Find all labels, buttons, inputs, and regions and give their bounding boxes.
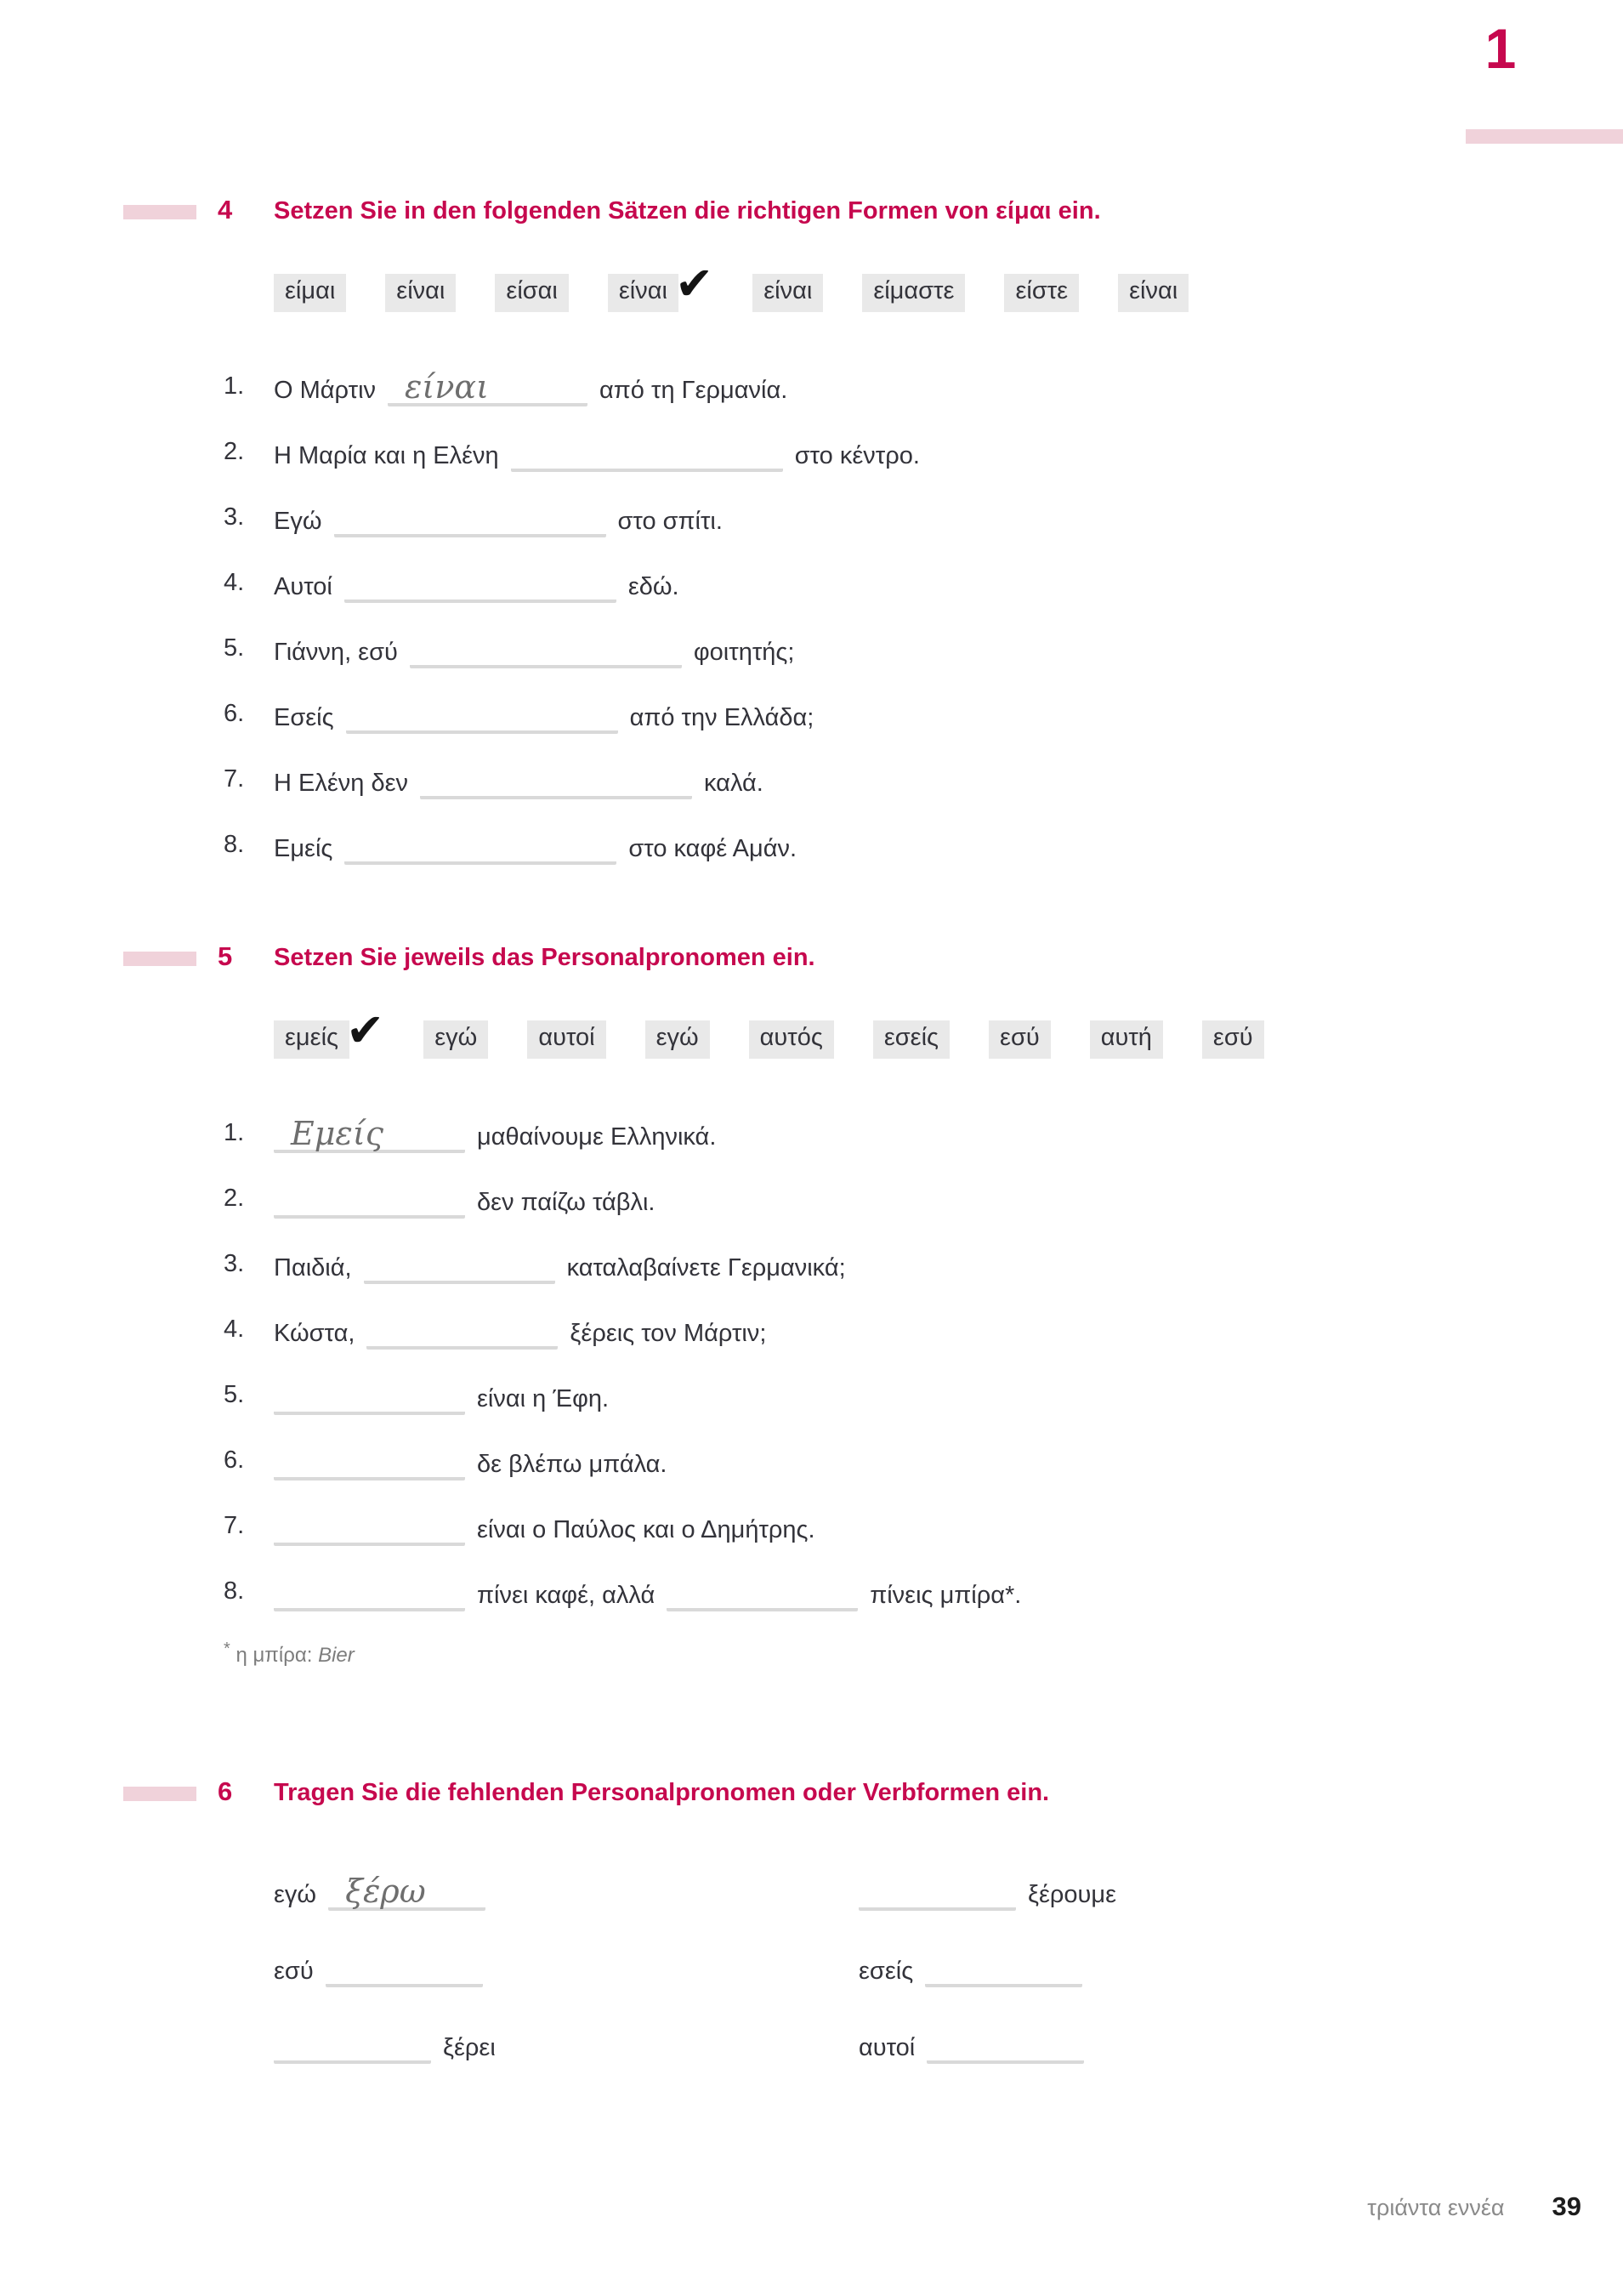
answer-blank[interactable] bbox=[667, 1577, 858, 1611]
item-number: 2. bbox=[224, 438, 245, 465]
answer-blank[interactable] bbox=[344, 831, 616, 865]
item-body bbox=[274, 1115, 1623, 1153]
answer-blank[interactable] bbox=[927, 2030, 1084, 2064]
item-text: Αυτοί bbox=[274, 573, 332, 600]
item-text: μαθαίνουμε Ελληνικά. bbox=[477, 1123, 717, 1151]
item-text: Η Μαρία και η Ελένη bbox=[274, 442, 499, 469]
item-body bbox=[274, 1577, 1623, 1611]
exercise-accent-bar bbox=[123, 952, 196, 966]
footnote bbox=[224, 1640, 1623, 1665]
word-bank-entry bbox=[1004, 274, 1079, 312]
answer-blank[interactable] bbox=[328, 1873, 485, 1911]
conjugation-cell bbox=[274, 1953, 859, 1987]
checkmark-icon: ✔ bbox=[345, 1005, 385, 1056]
exercises-container bbox=[0, 194, 1623, 2064]
item-body bbox=[274, 503, 1623, 537]
exercise-number: 6 bbox=[218, 1776, 233, 1806]
answer-blank[interactable] bbox=[346, 700, 618, 734]
word-bank-entry bbox=[749, 1020, 834, 1059]
page-number-words: τριάντα εννέα bbox=[1367, 2195, 1505, 2220]
word-bank-item: εγώ bbox=[645, 1020, 710, 1059]
exercise-5 bbox=[0, 941, 1623, 1665]
item-text: από την Ελλάδα; bbox=[629, 704, 814, 731]
word-bank-entry bbox=[752, 274, 823, 312]
word-bank-item: εσείς bbox=[873, 1020, 950, 1059]
item-number: 1. bbox=[224, 1119, 245, 1146]
checkmark-icon: ✔ bbox=[674, 259, 714, 310]
item-text: ξέρεις τον Μάρτιν; bbox=[570, 1320, 767, 1347]
item-text: Η Ελένη δεν bbox=[274, 770, 409, 797]
exercise-title: Setzen Sie jeweils das Personalpronomen ein. bbox=[274, 944, 815, 971]
answer-blank[interactable] bbox=[420, 765, 692, 799]
word-bank-entry bbox=[862, 274, 965, 312]
exercise-item bbox=[224, 1577, 1623, 1611]
item-text: εσύ bbox=[274, 1958, 314, 1985]
exercise-item bbox=[224, 368, 1623, 406]
exercise-item bbox=[224, 1250, 1623, 1284]
word-bank bbox=[0, 1005, 1623, 1058]
item-text: πίνεις μπίρα*. bbox=[870, 1582, 1022, 1609]
answer-blank[interactable] bbox=[274, 1577, 465, 1611]
word-bank-entry bbox=[274, 1005, 385, 1059]
item-text: είναι ο Παύλος και ο Δημήτρης. bbox=[477, 1516, 815, 1543]
exercise-item bbox=[224, 1115, 1623, 1153]
item-text: δε βλέπω μπάλα. bbox=[477, 1451, 667, 1478]
exercise-accent-bar bbox=[123, 1787, 196, 1801]
word-bank-entry bbox=[1202, 1020, 1264, 1059]
conjugation-cell bbox=[274, 1873, 859, 1911]
answer-blank[interactable] bbox=[364, 1250, 555, 1284]
item-number: 3. bbox=[224, 503, 245, 531]
item-text: από τη Γερμανία. bbox=[599, 377, 788, 404]
word-bank-item: αυτός bbox=[749, 1020, 834, 1059]
answer-blank[interactable] bbox=[274, 1446, 465, 1480]
item-body bbox=[274, 368, 1623, 406]
word-bank-item: είστε bbox=[1004, 274, 1079, 312]
exercise-item bbox=[224, 1381, 1623, 1415]
item-text: ξέρουμε bbox=[1028, 1881, 1117, 1908]
conjugation-cell bbox=[859, 1953, 1623, 1987]
item-number: 6. bbox=[224, 1446, 245, 1474]
answer-blank[interactable] bbox=[366, 1316, 558, 1350]
item-text: εσείς bbox=[859, 1958, 914, 1985]
conjugation-cell bbox=[859, 2030, 1623, 2064]
exercise-item bbox=[224, 1512, 1623, 1546]
exercise-number: 4 bbox=[218, 195, 233, 224]
item-text: Γιάννη, εσύ bbox=[274, 639, 398, 666]
item-number: 8. bbox=[224, 1577, 245, 1605]
item-text: στο κέντρο. bbox=[794, 442, 920, 469]
word-bank-entry bbox=[608, 259, 714, 312]
exercise-6 bbox=[0, 1776, 1623, 2064]
exercise-item-list bbox=[0, 1115, 1623, 1611]
conjugation-grid bbox=[0, 1873, 1623, 2064]
exercise-accent-bar bbox=[123, 205, 196, 219]
word-bank-item: είμαστε bbox=[862, 274, 965, 312]
answer-blank[interactable] bbox=[511, 438, 783, 472]
item-number: 4. bbox=[224, 569, 245, 596]
exercise-item bbox=[224, 503, 1623, 537]
item-text: Κώστα, bbox=[274, 1320, 355, 1347]
answer-blank[interactable] bbox=[274, 1512, 465, 1546]
word-bank-entry bbox=[989, 1020, 1051, 1059]
word-bank-item: εσύ bbox=[989, 1020, 1051, 1059]
chapter-accent-bar bbox=[1466, 129, 1623, 144]
item-text: Παιδιά, bbox=[274, 1254, 352, 1282]
handwritten-answer: Εμείς bbox=[291, 1115, 384, 1152]
word-bank-entry bbox=[274, 274, 346, 312]
answer-blank[interactable] bbox=[274, 1115, 465, 1153]
item-text: αυτοί bbox=[859, 2034, 916, 2061]
answer-blank[interactable] bbox=[274, 1381, 465, 1415]
item-number: 2. bbox=[224, 1185, 245, 1212]
word-bank bbox=[0, 259, 1623, 311]
exercise-header bbox=[0, 194, 1623, 233]
answer-blank[interactable] bbox=[334, 503, 606, 537]
handwritten-answer: ξέρω bbox=[345, 1873, 426, 1910]
word-bank-item: εγώ bbox=[423, 1020, 488, 1059]
item-body bbox=[274, 634, 1623, 668]
exercise-item bbox=[224, 1446, 1623, 1480]
item-number: 8. bbox=[224, 831, 245, 858]
word-bank-item: αυτή bbox=[1090, 1020, 1163, 1059]
exercise-header bbox=[0, 1776, 1623, 1815]
exercise-item bbox=[224, 438, 1623, 472]
item-number: 4. bbox=[224, 1316, 245, 1343]
word-bank-item: είναι bbox=[608, 274, 678, 312]
word-bank-entry bbox=[873, 1020, 950, 1059]
item-text: Εσείς bbox=[274, 704, 334, 731]
exercise-item-list bbox=[0, 368, 1623, 865]
word-bank-entry bbox=[1090, 1020, 1163, 1059]
exercise-item bbox=[224, 831, 1623, 865]
answer-blank[interactable] bbox=[859, 1877, 1016, 1911]
item-body bbox=[274, 765, 1623, 799]
item-text: δεν παίζω τάβλι. bbox=[477, 1189, 655, 1216]
item-body bbox=[274, 1381, 1623, 1415]
item-body bbox=[274, 1250, 1623, 1284]
item-text: καταλαβαίνετε Γερμανικά; bbox=[566, 1254, 846, 1282]
item-body bbox=[274, 569, 1623, 603]
conjugation-cell bbox=[859, 1877, 1623, 1911]
word-bank-item: είναι bbox=[1118, 274, 1189, 312]
item-text: στο σπίτι. bbox=[617, 508, 723, 535]
word-bank-item: είμαι bbox=[274, 274, 346, 312]
item-text: φοιτητής; bbox=[693, 639, 795, 666]
word-bank-item: είναι bbox=[752, 274, 823, 312]
footnote-translation: Bier bbox=[318, 1644, 355, 1667]
answer-blank[interactable] bbox=[344, 569, 616, 603]
item-body bbox=[274, 700, 1623, 734]
page-number: 39 bbox=[1552, 2191, 1581, 2221]
exercise-title: Setzen Sie in den folgenden Sätzen die richtigen Formen von είμαι ein. bbox=[274, 197, 1101, 224]
word-bank-item: εμείς bbox=[274, 1020, 349, 1059]
item-number: 3. bbox=[224, 1250, 245, 1277]
item-text: Εμείς bbox=[274, 835, 333, 862]
item-number: 6. bbox=[224, 700, 245, 727]
exercise-item bbox=[224, 569, 1623, 603]
word-bank-entry bbox=[495, 274, 568, 312]
exercise-number: 5 bbox=[218, 941, 233, 971]
footnote-marker: * bbox=[224, 1640, 230, 1658]
item-body bbox=[274, 831, 1623, 865]
item-number: 1. bbox=[224, 372, 245, 400]
item-number: 5. bbox=[224, 1381, 245, 1408]
item-body bbox=[274, 1185, 1623, 1219]
answer-blank[interactable] bbox=[274, 1185, 465, 1219]
exercise-item bbox=[224, 1185, 1623, 1219]
page-footer bbox=[1367, 2191, 1581, 2222]
handwritten-answer: είναι bbox=[405, 368, 489, 406]
item-text: Ο Μάρτιν bbox=[274, 377, 377, 404]
answer-blank[interactable] bbox=[410, 634, 682, 668]
exercise-item bbox=[224, 1316, 1623, 1350]
conjugation-cell bbox=[274, 2030, 859, 2064]
exercise-item bbox=[224, 700, 1623, 734]
item-text: πίνει καφέ, αλλά bbox=[477, 1582, 655, 1609]
item-text: στο καφέ Αμάν. bbox=[628, 835, 797, 862]
word-bank-item: αυτοί bbox=[527, 1020, 605, 1059]
item-number: 5. bbox=[224, 634, 245, 662]
exercise-title: Tragen Sie die fehlenden Personalpronomen oder Verbformen ein. bbox=[274, 1779, 1050, 1806]
word-bank-entry bbox=[1118, 274, 1189, 312]
word-bank-entry bbox=[645, 1020, 710, 1059]
exercise-header bbox=[0, 941, 1623, 980]
item-text: ξέρει bbox=[443, 2034, 496, 2061]
item-body bbox=[274, 1446, 1623, 1480]
item-text: εδώ. bbox=[627, 573, 679, 600]
exercise-item bbox=[224, 765, 1623, 799]
chapter-number: 1 bbox=[1484, 17, 1517, 80]
word-bank-entry bbox=[385, 274, 456, 312]
item-text: καλά. bbox=[704, 770, 763, 797]
answer-blank[interactable] bbox=[274, 2030, 431, 2064]
item-body bbox=[274, 1512, 1623, 1546]
item-body bbox=[274, 1316, 1623, 1350]
item-text: είναι η Έφη. bbox=[477, 1385, 610, 1412]
answer-blank[interactable] bbox=[326, 1953, 483, 1987]
exercise-4 bbox=[0, 194, 1623, 865]
word-bank-entry bbox=[527, 1020, 605, 1059]
answer-blank[interactable] bbox=[388, 368, 587, 406]
footnote-text: η μπίρα: bbox=[230, 1644, 319, 1667]
answer-blank[interactable] bbox=[925, 1953, 1082, 1987]
item-text: εγώ bbox=[274, 1881, 317, 1908]
item-body bbox=[274, 438, 1623, 472]
word-bank-item: εσύ bbox=[1202, 1020, 1264, 1059]
item-number: 7. bbox=[224, 1512, 245, 1539]
word-bank-item: είσαι bbox=[495, 274, 568, 312]
word-bank-item: είναι bbox=[385, 274, 456, 312]
item-number: 7. bbox=[224, 765, 245, 793]
item-text: Εγώ bbox=[274, 508, 322, 535]
exercise-item bbox=[224, 634, 1623, 668]
word-bank-entry bbox=[423, 1020, 488, 1059]
